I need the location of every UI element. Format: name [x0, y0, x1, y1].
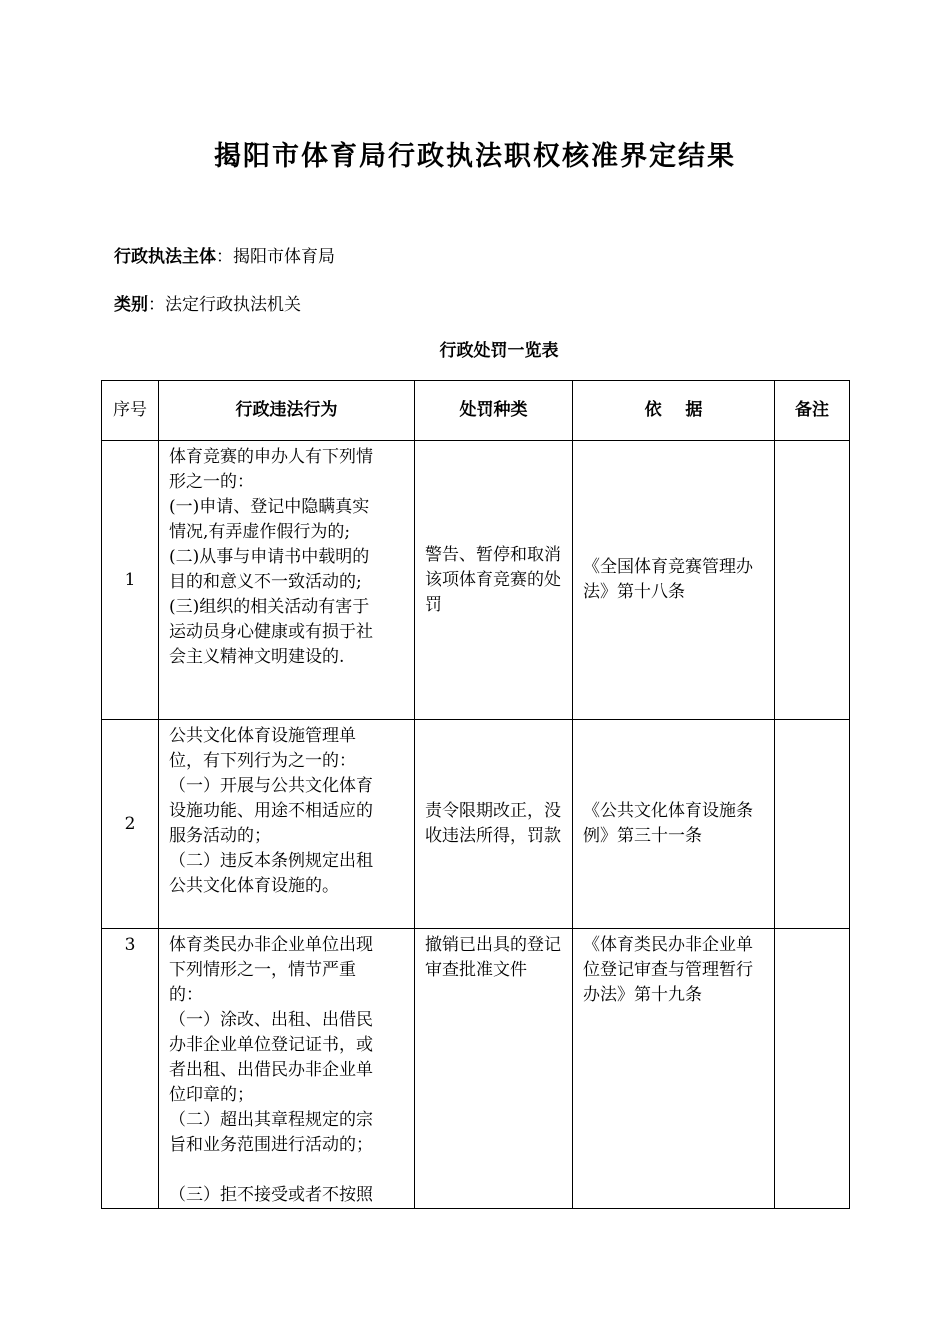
act-line: 运动员身心健康或有损于社: [169, 622, 373, 642]
row-act: [159, 441, 415, 720]
act-line: （三）拒不接受或者不按照: [169, 1185, 373, 1205]
act-line: 体育类民办非企业单位出现: [169, 935, 373, 955]
table-title: 行政处罚一览表: [439, 341, 559, 361]
table-header-row: [102, 381, 850, 441]
act-line: 目的和意义不一致活动的;: [169, 572, 362, 592]
act-line: (一)申请、登记中隐瞒真实: [169, 497, 370, 517]
table-row: [102, 441, 850, 720]
row-act: [159, 720, 415, 929]
row-basis: 《全国体育竞赛管理办法》第十八条: [573, 441, 775, 720]
row-basis: 《体育类民办非企业单位登记审查与管理暂行办法》第十九条: [573, 929, 775, 1209]
category-label: 类别: [114, 295, 148, 315]
act-line: 位印章的；: [169, 1085, 254, 1105]
act-line: 会主义精神文明建设的.: [169, 647, 345, 667]
row-penalty: 责令限期改正，没收违法所得，罚款: [415, 720, 573, 929]
header-penalty: 处罚种类: [415, 381, 573, 441]
table-row: [102, 720, 850, 929]
act-line: (三)组织的相关活动有害于: [169, 597, 370, 617]
act-line: (二)从事与申请书中载明的: [169, 547, 370, 567]
act-line: 公共文化体育设施的。: [169, 876, 339, 896]
act-line: 位，有下列行为之一的：: [169, 751, 356, 771]
document-title: 揭阳市体育局行政执法职权核准界定结果: [214, 141, 736, 172]
act-line: 下列情形之一，情节严重: [169, 960, 356, 980]
act-line: 旨和业务范围进行活动的；: [169, 1135, 373, 1155]
enforcement-subject-value: ：揭阳市体育局: [216, 247, 335, 267]
row-basis: 《公共文化体育设施条例》第三十一条: [573, 720, 775, 929]
row-seq: 3: [102, 929, 159, 1209]
row-note: [775, 441, 850, 720]
act-line: （一）涂改、出租、出借民: [169, 1010, 373, 1030]
act-line: 情况,有弄虚作假行为的;: [169, 522, 351, 542]
act-line: 体育竞赛的申办人有下列情: [169, 447, 373, 467]
act-line: 的：: [169, 985, 203, 1005]
row-seq: 1: [102, 441, 159, 720]
row-act: [159, 929, 415, 1209]
row-note: [775, 929, 850, 1209]
header-note: 备注: [775, 381, 850, 441]
category: [114, 290, 301, 315]
table-row: [102, 929, 850, 1209]
act-line: 办非企业单位登记证书，或: [169, 1035, 373, 1055]
header-seq: 序号: [102, 381, 159, 441]
act-line: 设施功能、用途不相适应的: [169, 801, 373, 821]
enforcement-subject-label: 行政执法主体: [114, 247, 216, 267]
enforcement-subject: [114, 242, 335, 267]
act-line: （二）超出其章程规定的宗: [169, 1110, 373, 1130]
act-line: 者出租、出借民办非企业单: [169, 1060, 373, 1080]
header-basis: 依 据: [573, 381, 775, 441]
act-blank-line: [169, 1158, 404, 1183]
header-act: 行政违法行为: [159, 381, 415, 441]
act-line: 服务活动的；: [169, 826, 271, 846]
row-seq: 2: [102, 720, 159, 929]
act-line: （二）违反本条例规定出租: [169, 851, 373, 871]
row-penalty: 警告、暂停和取消该项体育竞赛的处罚: [415, 441, 573, 720]
row-penalty: 撤销已出具的登记审查批准文件: [415, 929, 573, 1209]
row-note: [775, 720, 850, 929]
act-line: 公共文化体育设施管理单: [169, 726, 356, 746]
act-line: （一）开展与公共文化体育: [169, 776, 373, 796]
category-value: ：法定行政执法机关: [148, 295, 301, 315]
act-line: 形之一的：: [169, 472, 254, 492]
penalty-table: [101, 380, 850, 1209]
